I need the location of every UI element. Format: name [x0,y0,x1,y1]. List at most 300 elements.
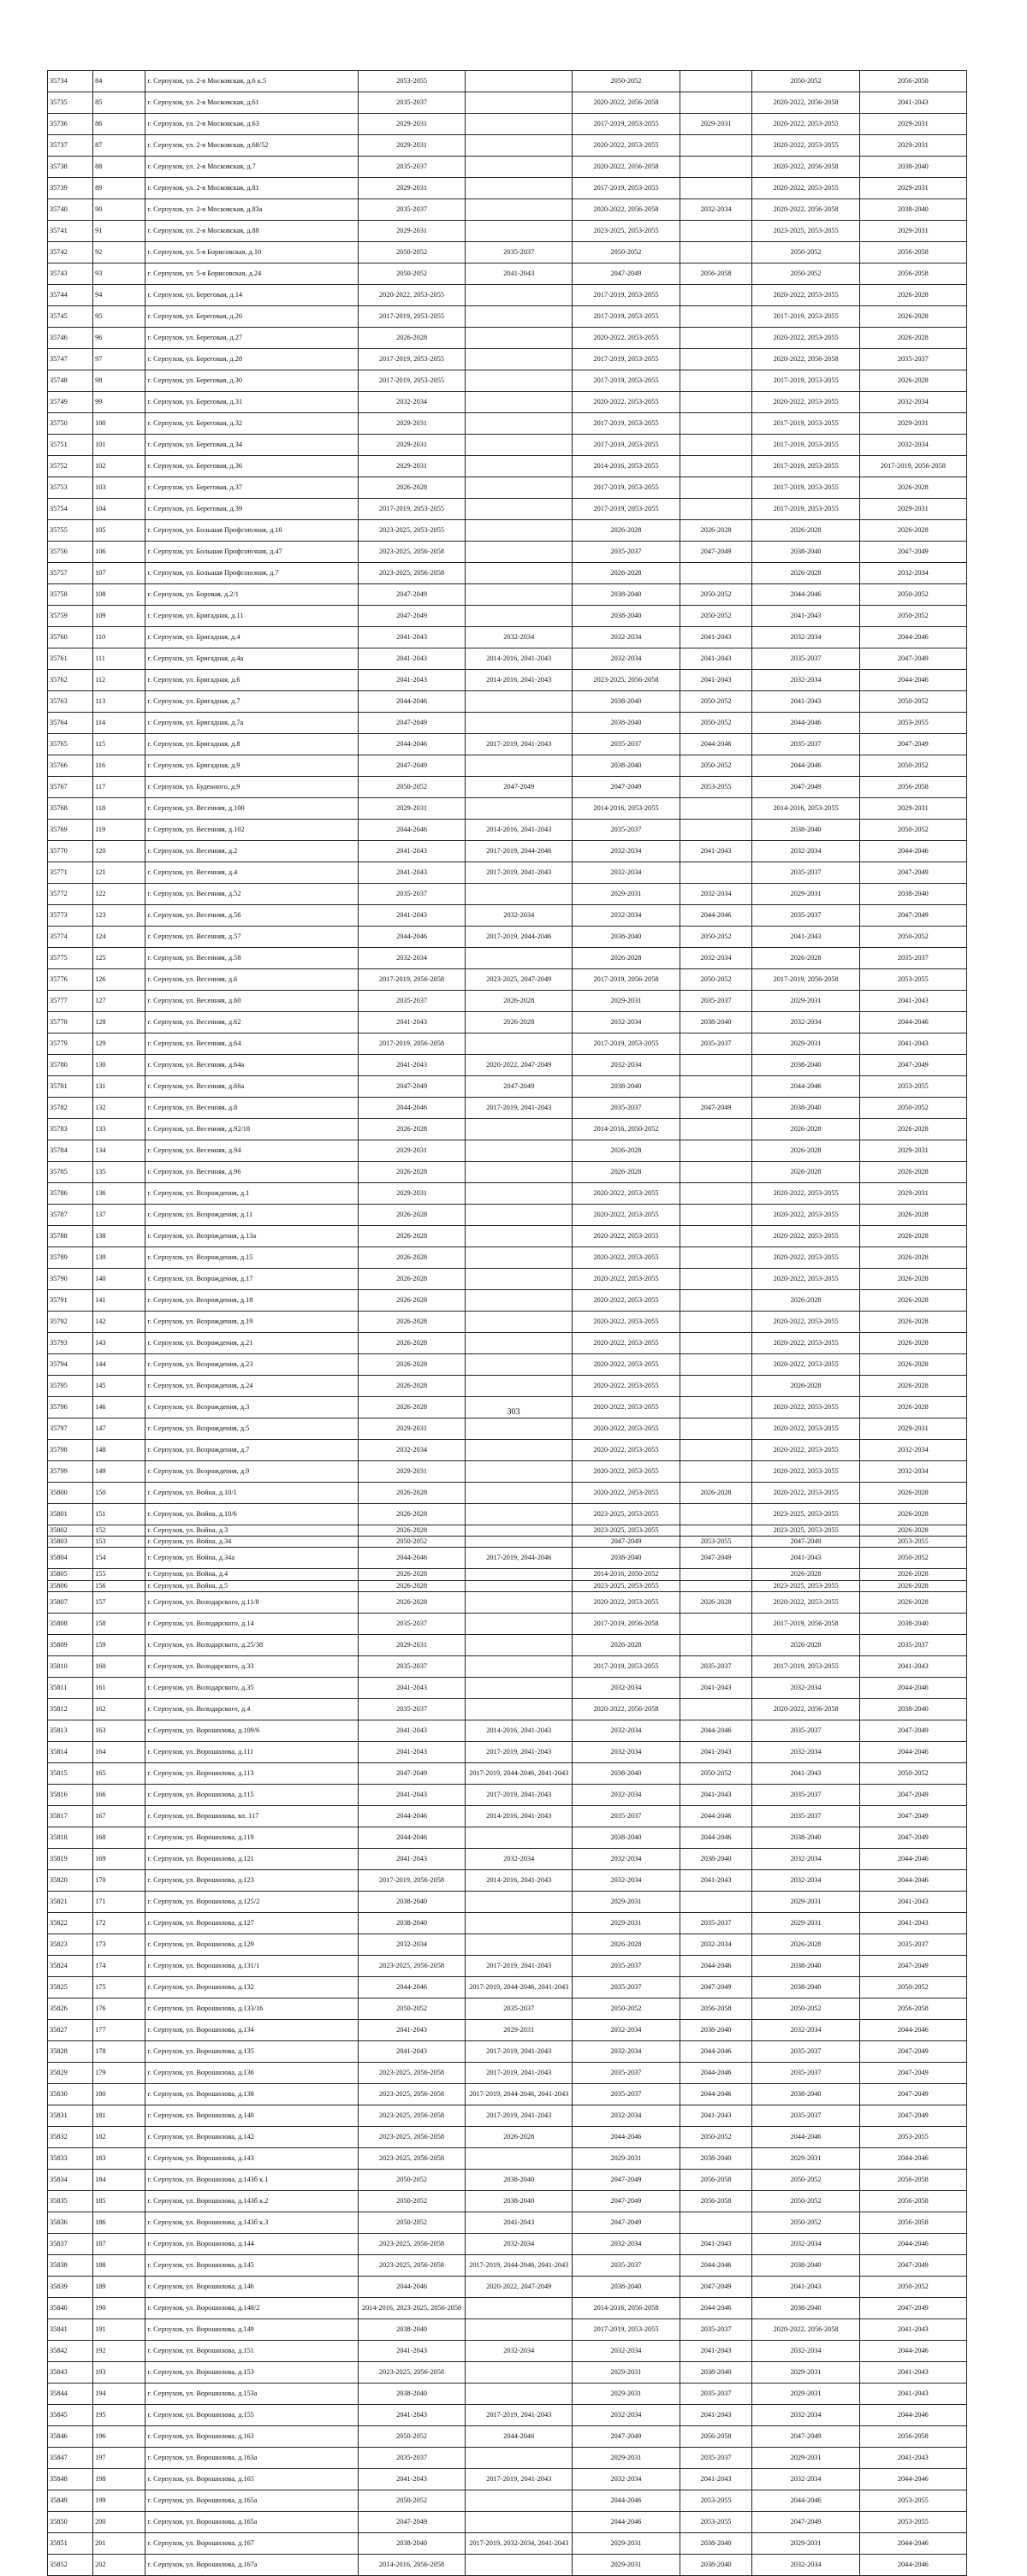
table-body [48,71,967,2576]
period-col-3: 2035-2037 [573,734,680,755]
row-id: 35814 [48,1741,93,1762]
table-row [48,1376,967,1397]
period-col-4: 2032-2034 [680,948,752,969]
period-col-6: 2044-2046 [859,1741,966,1762]
table-row [48,713,967,734]
period-col-3: 2032-2034 [573,1677,680,1698]
row-number: 114 [93,713,145,734]
period-col-5: 2050-2052 [752,242,859,264]
period-col-1: 2041-2043 [358,1012,465,1033]
table-row [48,413,967,435]
period-col-2 [466,542,573,563]
row-number: 179 [93,2062,145,2083]
row-id: 35789 [48,1247,93,1269]
period-col-3: 2020-2022, 2056-2058 [573,157,680,178]
table-row [48,1805,967,1827]
row-number: 138 [93,1226,145,1247]
period-col-6: 2041-2043 [859,1891,966,1912]
period-col-2 [466,1698,573,1720]
address: г. Серпухов, ул. Весенняя, д.57 [145,927,358,948]
period-col-6: 2026-2028 [859,477,966,499]
period-col-2 [466,477,573,499]
row-id: 35738 [48,157,93,178]
period-col-3: 2017-2019, 2056-2058 [573,969,680,991]
row-number: 198 [93,2468,145,2490]
period-col-2: 2041-2043 [466,2212,573,2233]
period-col-6: 2041-2043 [859,2383,966,2404]
period-col-5: 2044-2046 [752,1076,859,1098]
address: г. Серпухов, ул. Ворошилова, д.163 [145,2425,358,2447]
period-col-6: 2050-2052 [859,1548,966,1569]
table-row [48,2404,967,2425]
period-col-1: 2044-2046 [358,1548,465,1569]
row-id: 35840 [48,2297,93,2318]
row-number: 85 [93,92,145,114]
row-id: 35771 [48,862,93,884]
period-col-1: 2035-2037 [358,1613,465,1634]
table-row [48,2490,967,2511]
period-col-3: 2029-2031 [573,991,680,1012]
period-col-4: 2047-2049 [680,2276,752,2297]
row-id: 35799 [48,1461,93,1483]
period-col-5: 2038-2040 [752,1976,859,1998]
address: г. Серпухов, ул. 2-я Московская, д.88 [145,221,358,242]
table-row [48,1634,967,1655]
period-col-4 [680,1891,752,1912]
row-number: 182 [93,2126,145,2147]
address: г. Серпухов, ул. Возрождения, д.18 [145,1290,358,1312]
table-row [48,584,967,606]
period-col-2: 2017-2019, 2044-2046 [466,1548,573,1569]
table-row [48,2340,967,2361]
period-col-1: 2029-2031 [358,456,465,477]
period-col-3: 2047-2049 [573,2212,680,2233]
row-number: 90 [93,199,145,221]
period-col-4: 2041-2043 [680,2468,752,2490]
period-col-4 [680,1698,752,1720]
period-col-5: 2035-2037 [752,905,859,927]
address: г. Серпухов, ул. Весенняя, д.66а [145,1076,358,1098]
period-col-5: 2035-2037 [752,1720,859,1741]
period-col-1: 2041-2043 [358,1784,465,1805]
table-row [48,1418,967,1440]
period-col-1: 2023-2025, 2056-2058 [358,2083,465,2105]
period-col-1: 2029-2031 [358,1418,465,1440]
period-col-6: 2029-2031 [859,178,966,199]
period-col-4 [680,1055,752,1076]
period-col-6: 2050-2052 [859,927,966,948]
row-id: 35811 [48,1677,93,1698]
table-row [48,285,967,306]
row-number: 96 [93,328,145,349]
period-col-4 [680,135,752,157]
row-id: 35808 [48,1613,93,1634]
row-number: 113 [93,691,145,713]
row-number: 128 [93,1012,145,1033]
period-col-4 [680,1525,752,1537]
period-col-5: 2050-2052 [752,71,859,92]
period-col-4: 2056-2058 [680,264,752,285]
period-col-3: 2044-2046 [573,2511,680,2532]
period-col-1: 2047-2049 [358,1076,465,1098]
table-row [48,1098,967,1119]
period-col-4 [680,1634,752,1655]
table-row [48,691,967,713]
row-number: 165 [93,1762,145,1784]
row-id: 35765 [48,734,93,755]
address: г. Серпухов, ул. Володарского, д.4 [145,1698,358,1720]
table-row [48,969,967,991]
period-col-5: 2035-2037 [752,2040,859,2062]
row-number: 119 [93,820,145,841]
table-row [48,1525,967,1537]
period-col-5: 2020-2022, 2053-2055 [752,1247,859,1269]
period-col-3: 2020-2022, 2053-2055 [573,1226,680,1247]
period-col-6: 2047-2049 [859,1805,966,1827]
period-col-1: 2050-2052 [358,1537,465,1548]
table-row [48,2532,967,2554]
row-id: 35792 [48,1312,93,1333]
row-number: 166 [93,1784,145,1805]
period-col-1: 2035-2037 [358,92,465,114]
period-col-4: 2041-2043 [680,1677,752,1698]
period-col-4: 2035-2037 [680,1033,752,1055]
period-col-6: 2026-2028 [859,1226,966,1247]
period-col-6: 2047-2049 [859,648,966,670]
period-col-6: 2026-2028 [859,328,966,349]
period-col-6: 2044-2046 [859,841,966,862]
row-id: 35764 [48,713,93,734]
row-number: 173 [93,1933,145,1955]
table-row [48,542,967,563]
period-col-2: 2044-2046 [466,2425,573,2447]
period-col-6: 2029-2031 [859,221,966,242]
row-number: 187 [93,2233,145,2254]
table-row [48,2254,967,2276]
row-id: 35735 [48,92,93,114]
address: г. Серпухов, ул. Весенняя, д.58 [145,948,358,969]
period-col-3: 2032-2034 [573,648,680,670]
row-number: 191 [93,2318,145,2340]
table-row [48,1033,967,1055]
period-col-4: 2044-2046 [680,2062,752,2083]
period-col-6: 2053-2055 [859,1076,966,1098]
period-col-4: 2041-2043 [680,1869,752,1891]
period-col-1: 2026-2028 [358,1397,465,1418]
period-col-3: 2026-2028 [573,1162,680,1183]
period-col-1: 2023-2025, 2056-2058 [358,2233,465,2254]
table-row [48,2361,967,2383]
row-number: 88 [93,157,145,178]
period-col-2 [466,755,573,777]
period-col-4: 2041-2043 [680,2340,752,2361]
period-col-1: 2035-2037 [358,157,465,178]
period-col-5: 2050-2052 [752,2190,859,2212]
period-col-4: 2032-2034 [680,199,752,221]
row-id: 35836 [48,2212,93,2233]
period-col-4: 2047-2049 [680,542,752,563]
period-col-1: 2041-2043 [358,1848,465,1869]
address: г. Серпухов, ул. Бригадная, д.11 [145,606,358,627]
period-col-6: 2041-2043 [859,2318,966,2340]
table-row [48,114,967,135]
period-col-2 [466,1418,573,1440]
period-col-6: 2032-2034 [859,1440,966,1461]
table-row [48,92,967,114]
period-col-2 [466,135,573,157]
period-col-4 [680,1504,752,1525]
period-col-1: 2023-2025, 2056-2058 [358,542,465,563]
address: г. Серпухов, ул. Береговая, д.28 [145,349,358,370]
period-col-5: 2026-2028 [752,1634,859,1655]
row-id: 35821 [48,1891,93,1912]
row-id: 35739 [48,178,93,199]
row-id: 35846 [48,2425,93,2447]
row-id: 35822 [48,1912,93,1933]
row-number: 142 [93,1312,145,1333]
period-col-4: 2050-2052 [680,584,752,606]
period-col-5: 2032-2034 [752,2404,859,2425]
period-col-2 [466,2297,573,2318]
period-col-3: 2038-2040 [573,1762,680,1784]
table-row [48,2062,967,2083]
period-col-1: 2038-2040 [358,1891,465,1912]
period-col-5: 2026-2028 [752,520,859,542]
period-col-1: 2041-2043 [358,648,465,670]
period-col-5: 2041-2043 [752,1548,859,1569]
address: г. Серпухов, ул. Весенняя, д.100 [145,798,358,820]
row-id: 35774 [48,927,93,948]
row-id: 35850 [48,2511,93,2532]
period-col-3: 2020-2022, 2056-2058 [573,92,680,114]
period-col-1: 2017-2019, 2053-2055 [358,370,465,392]
period-col-6: 2041-2043 [859,1655,966,1677]
table-row [48,798,967,820]
row-id: 35772 [48,884,93,905]
period-col-1: 2047-2049 [358,606,465,627]
period-col-6: 2026-2028 [859,1591,966,1613]
period-col-4 [680,157,752,178]
period-col-1: 2023-2025, 2056-2058 [358,2062,465,2083]
period-col-4 [680,1376,752,1397]
period-col-3: 2026-2028 [573,1140,680,1162]
period-col-1: 2038-2040 [358,1912,465,1933]
row-id: 35817 [48,1805,93,1827]
address: г. Серпухов, ул. Весенняя, д.96 [145,1162,358,1183]
table-row [48,1741,967,1762]
row-number: 151 [93,1504,145,1525]
period-col-6: 2044-2046 [859,2468,966,2490]
period-col-2 [466,1290,573,1312]
period-col-5: 2029-2031 [752,2361,859,2383]
period-col-4 [680,242,752,264]
period-col-6: 2038-2040 [859,199,966,221]
period-col-5: 2032-2034 [752,1848,859,1869]
period-col-4 [680,1312,752,1333]
address: г. Серпухов, ул. Возрождения, д.15 [145,1247,358,1269]
period-col-5: 2032-2034 [752,2019,859,2040]
period-col-1: 2044-2046 [358,691,465,713]
period-col-1: 2032-2034 [358,948,465,969]
period-col-1: 2053-2055 [358,71,465,92]
period-col-5: 2020-2022, 2056-2058 [752,199,859,221]
period-col-3: 2032-2034 [573,1720,680,1741]
address: г. Серпухов, ул. Ворошилова, д.153а [145,2383,358,2404]
address: г. Серпухов, ул. Возрождения, д.23 [145,1354,358,1376]
row-id: 35848 [48,2468,93,2490]
period-col-3: 2035-2037 [573,1976,680,1998]
period-col-1: 2020-2022, 2053-2055 [358,285,465,306]
row-number: 188 [93,2254,145,2276]
period-col-3: 2020-2022, 2053-2055 [573,1418,680,1440]
address: г. Серпухов, ул. Война, д.4 [145,1569,358,1580]
period-col-5: 2020-2022, 2053-2055 [752,1354,859,1376]
period-col-1: 2026-2028 [358,1290,465,1312]
row-id: 35841 [48,2318,93,2340]
table-row [48,242,967,264]
address: г. Серпухов, ул. Ворошилова, д.121 [145,1848,358,1869]
period-col-3: 2032-2034 [573,2233,680,2254]
period-col-3: 2020-2022, 2053-2055 [573,1269,680,1290]
row-number: 174 [93,1955,145,1976]
period-col-4: 2041-2043 [680,648,752,670]
period-col-6: 2026-2028 [859,520,966,542]
period-col-6: 2047-2049 [859,734,966,755]
period-col-3: 2020-2022, 2053-2055 [573,1183,680,1205]
row-number: 134 [93,1140,145,1162]
period-col-1: 2026-2028 [358,1483,465,1504]
period-col-1: 2023-2025, 2056-2058 [358,2254,465,2276]
period-col-2: 2017-2019, 2041-2043 [466,2404,573,2425]
period-col-2 [466,2383,573,2404]
table-row [48,884,967,905]
row-id: 35828 [48,2040,93,2062]
row-number: 111 [93,648,145,670]
period-col-5: 2020-2022, 2056-2058 [752,92,859,114]
period-col-6: 2026-2028 [859,1119,966,1140]
row-id: 35844 [48,2383,93,2404]
row-id: 35734 [48,71,93,92]
period-col-6: 2053-2055 [859,713,966,734]
period-col-4: 2038-2040 [680,2019,752,2040]
row-number: 84 [93,71,145,92]
period-col-6: 2041-2043 [859,2447,966,2468]
period-col-6: 2026-2028 [859,370,966,392]
period-col-5: 2017-2019, 2053-2055 [752,413,859,435]
period-col-6: 2050-2052 [859,1098,966,1119]
address: г. Серпухов, ул. Весенняя, д.2 [145,841,358,862]
row-id: 35849 [48,2490,93,2511]
period-col-3: 2026-2028 [573,563,680,584]
table-row [48,820,967,841]
period-col-3: 2017-2019, 2053-2055 [573,349,680,370]
period-col-4: 2050-2052 [680,755,752,777]
address: г. Серпухов, ул. Ворошилова, д.125/2 [145,1891,358,1912]
table-row [48,1548,967,1569]
period-col-2 [466,1827,573,1848]
period-col-2 [466,1376,573,1397]
period-col-1: 2023-2025, 2056-2058 [358,2105,465,2126]
address: г. Серпухов, ул. 2-я Московская, д.7 [145,157,358,178]
row-id: 35737 [48,135,93,157]
period-col-2 [466,1580,573,1591]
period-col-2 [466,1569,573,1580]
row-id: 35802 [48,1525,93,1537]
period-col-4: 2029-2031 [680,114,752,135]
address: г. Серпухов, ул. Возрождения, д.24 [145,1376,358,1397]
period-col-1: 2026-2028 [358,1569,465,1580]
period-col-3: 2020-2022, 2053-2055 [573,1397,680,1418]
row-number: 125 [93,948,145,969]
table-row [48,2318,967,2340]
row-id: 35805 [48,1569,93,1580]
period-col-1: 2029-2031 [358,1461,465,1483]
period-col-4 [680,328,752,349]
table-row [48,1869,967,1891]
period-col-3: 2017-2019, 2056-2058 [573,1613,680,1634]
row-id: 35779 [48,1033,93,1055]
period-col-2 [466,1483,573,1504]
row-id: 35760 [48,627,93,648]
period-col-3: 2017-2019, 2053-2055 [573,1655,680,1677]
table-row [48,1955,967,1976]
period-col-1: 2026-2028 [358,1312,465,1333]
period-col-6: 2029-2031 [859,499,966,520]
table-row [48,392,967,413]
period-col-6: 2026-2028 [859,1312,966,1333]
period-col-5: 2017-2019, 2053-2055 [752,306,859,328]
period-col-5: 2023-2025, 2053-2055 [752,1580,859,1591]
period-col-5: 2017-2019, 2053-2055 [752,1655,859,1677]
table-row [48,1247,967,1269]
period-col-1: 2050-2052 [358,242,465,264]
address: г. Серпухов, ул. Ворошилова, д.165а [145,2511,358,2532]
row-id: 35748 [48,370,93,392]
address: г. Серпухов, ул. Ворошилова, д.123 [145,1869,358,1891]
period-col-4: 2050-2052 [680,1762,752,1784]
row-id: 35823 [48,1933,93,1955]
period-col-5: 2032-2034 [752,841,859,862]
period-col-6: 2050-2052 [859,606,966,627]
period-col-6: 2044-2046 [859,2532,966,2554]
period-col-5: 2026-2028 [752,563,859,584]
period-col-3: 2020-2022, 2053-2055 [573,1333,680,1354]
row-id: 35831 [48,2105,93,2126]
period-col-3: 2035-2037 [573,2254,680,2276]
period-col-5: 2029-2031 [752,2447,859,2468]
period-col-1: 2026-2028 [358,1354,465,1376]
row-id: 35752 [48,456,93,477]
period-col-2 [466,370,573,392]
period-col-1: 2026-2028 [358,1504,465,1525]
row-id: 35832 [48,2126,93,2147]
row-id: 35783 [48,1119,93,1140]
period-col-6: 2047-2049 [859,905,966,927]
address: г. Серпухов, ул. Береговая, д.31 [145,392,358,413]
period-col-2 [466,1537,573,1548]
period-col-6: 2047-2049 [859,1955,966,1976]
period-col-6: 2056-2058 [859,2169,966,2190]
table-row [48,777,967,798]
period-col-5: 2017-2019, 2056-2058 [752,969,859,991]
period-col-2 [466,114,573,135]
period-col-1: 2017-2019, 2053-2055 [358,499,465,520]
period-col-3: 2026-2028 [573,948,680,969]
period-col-6: 2029-2031 [859,798,966,820]
period-col-1: 2023-2025, 2056-2058 [358,1955,465,1976]
period-col-3: 2020-2022, 2053-2055 [573,1461,680,1483]
row-id: 35815 [48,1762,93,1784]
